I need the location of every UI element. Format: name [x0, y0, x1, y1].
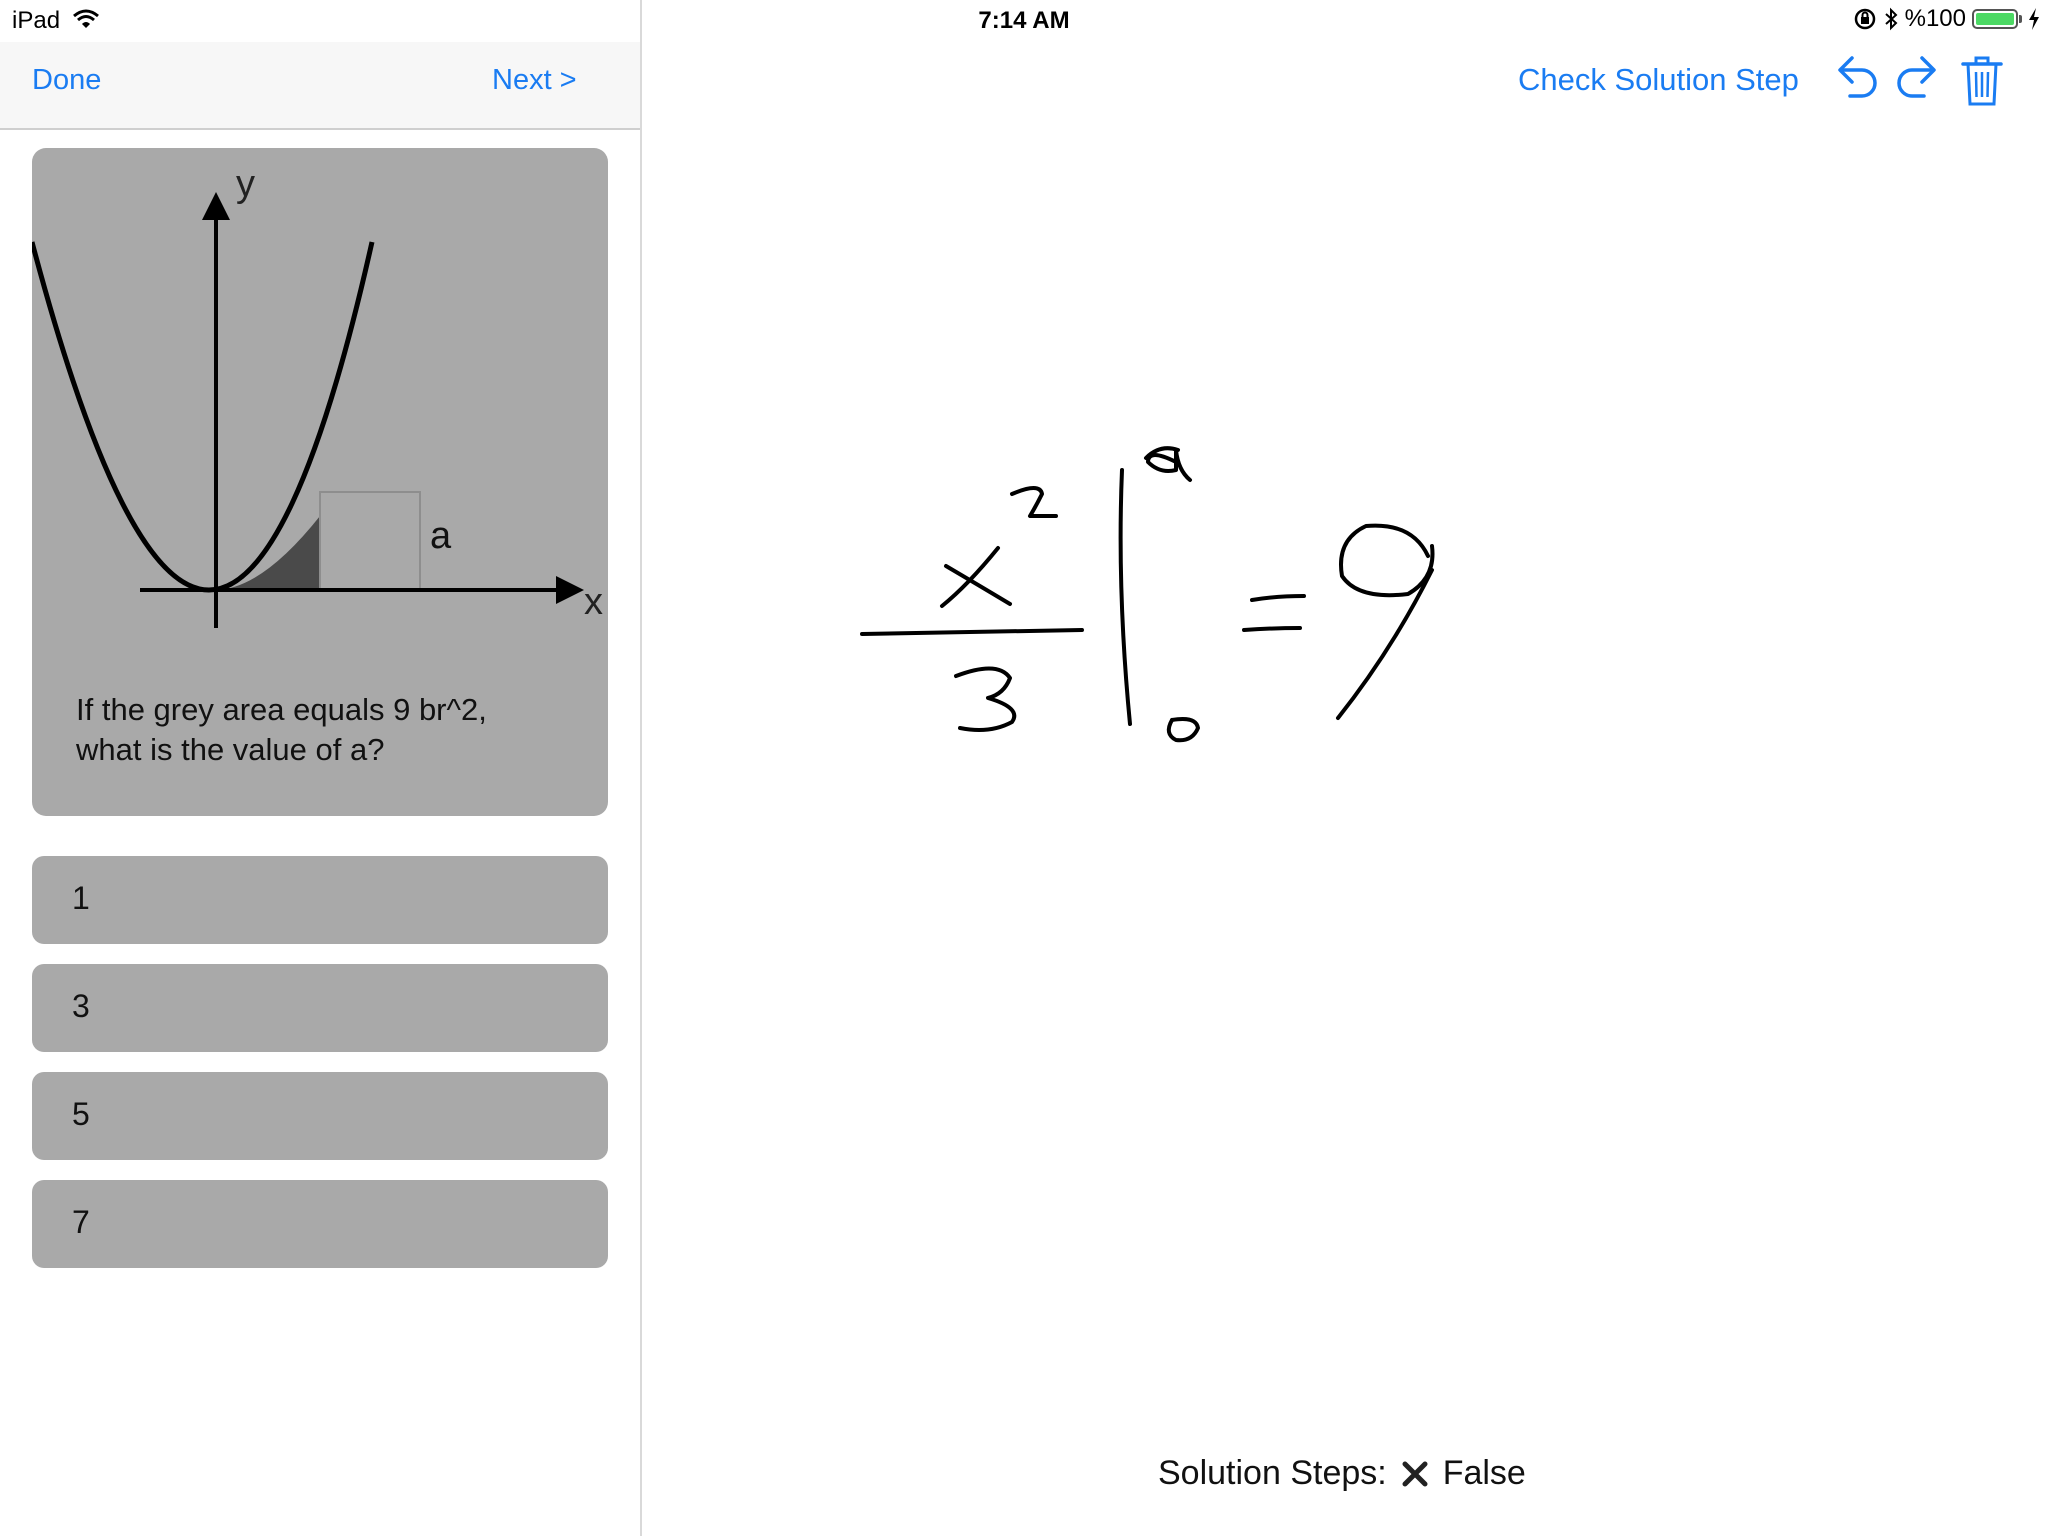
- trash-icon[interactable]: [1960, 54, 2004, 108]
- done-button[interactable]: Done: [32, 64, 102, 96]
- answer-label: 3: [72, 988, 90, 1024]
- status-bar: [0, 0, 2048, 42]
- device-name: iPad: [12, 7, 61, 34]
- answer-option-5[interactable]: [32, 1072, 608, 1160]
- battery-icon: [1972, 9, 2018, 29]
- redo-icon[interactable]: [1894, 52, 1942, 102]
- status-right-group: [1853, 5, 2040, 33]
- answer-option-1[interactable]: [32, 856, 608, 944]
- answer-label: 5: [72, 1096, 90, 1132]
- graph-label-y: y: [236, 163, 255, 205]
- question-text-line1: If the grey area equals 9 br^2,: [76, 692, 487, 727]
- handwritten-strokes: [862, 448, 1433, 740]
- battery-tip: [2019, 15, 2022, 23]
- answer-option-3[interactable]: [32, 964, 608, 1052]
- solution-steps-label: Solution Steps:: [1158, 1454, 1387, 1492]
- answer-label: 1: [72, 880, 90, 916]
- bluetooth-icon: [1883, 7, 1899, 31]
- answer-option-7[interactable]: [32, 1180, 608, 1268]
- status-time: 7:14 AM: [978, 7, 1070, 34]
- answer-label: 7: [72, 1204, 90, 1240]
- undo-icon[interactable]: [1832, 52, 1880, 102]
- solution-steps-status: [1158, 1454, 1526, 1493]
- parabola-graph: [32, 148, 608, 668]
- question-nav-bar: [0, 42, 640, 130]
- solution-steps-value: False: [1442, 1454, 1526, 1492]
- charging-icon: [2028, 8, 2040, 30]
- handwriting-canvas[interactable]: [642, 130, 2048, 1430]
- question-card: [32, 148, 608, 816]
- check-solution-step-button[interactable]: Check Solution Step: [1518, 62, 1799, 97]
- question-panel: [0, 0, 642, 1536]
- x-mark-icon: [1401, 1460, 1429, 1488]
- next-button[interactable]: Next >: [492, 64, 577, 96]
- question-text: [76, 690, 576, 770]
- battery-percent: %100: [1904, 5, 1966, 32]
- question-text-line2: what is the value of a?: [76, 732, 385, 767]
- graph-label-a: a: [430, 515, 452, 557]
- orientation-lock-icon: [1853, 7, 1877, 31]
- graph-label-x: x: [584, 581, 603, 623]
